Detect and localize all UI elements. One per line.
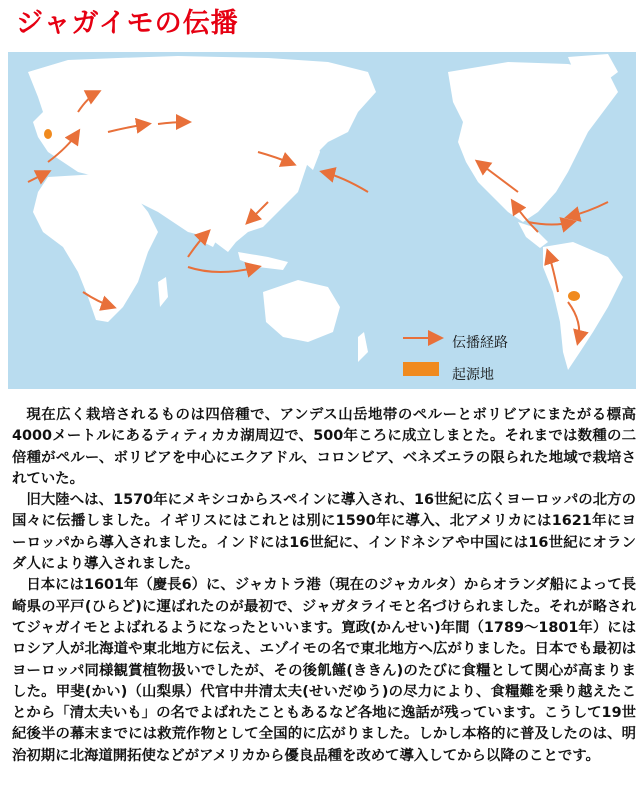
legend-origin-swatch bbox=[403, 362, 439, 376]
world-map bbox=[8, 52, 636, 389]
paragraph: 現在広く栽培されるものは四倍種で、アンデス山岳地帯のペルーとボリビアにまたがる標高4000メートルにあるティティカカ湖周辺で、500年ころに成立しまとた。それまでは数種の二倍種がペルー、ボリビアを中心にエクアドル、コロンビア、ベネズエラの限られた地域で栽培されていた。 bbox=[12, 407, 636, 487]
origin-region-europe bbox=[44, 129, 52, 139]
paragraph: 旧大陸へは、1570年にメキシコからスペインに導入され、16世紀に広くヨーロッパの北方の国々に伝播しました。イギリスにはこれとは別に1590年に導入、北アメリカには1621年にヨーロッパから導入されました。インドには16世紀に、インドネシアや中国には16世紀にオランダ人により導入されました。 bbox=[12, 492, 636, 573]
legend-origin-label: 起源地 bbox=[452, 367, 494, 383]
page-title: ジャガイモの伝播 bbox=[16, 8, 239, 39]
legend-route-label: 伝播経路 bbox=[452, 335, 508, 351]
body-text bbox=[12, 405, 636, 767]
paragraph: 日本には1601年（慶長6）に、ジャカトラ港（現在のジャカルタ）からオランダ船によって長崎県の平戸(ひらど)に運ばれたのが最初で、ジャガタライモと名づけられました。それが略されてジャガイモとよばれるようになったといいます。寛政(かんせい)年間（1789～1801年）にはロシア人が北海道や東北地方に伝え、エゾイモの名で東北地方へ広がりました。日本でも最初はヨーロッパ同様観賞植物扱いでしたが、その後飢饉(ききん)のたびに食糧として関心が高まりました。甲斐(かい)（山梨県）代官中井清太夫(せいだゆう)の尽力により、食糧難を乗り越えたことから「清太夫いも」の名でよばれたこともあるなど各地に逸話が残っています。こうして19世紀後半の幕末までには救荒作物として全国的に広がりました。しかし本格的に普及したのは、明治初期に北海道開拓使などがアメリカから優良品種を改めて導入してから以降のことです。 bbox=[12, 577, 636, 764]
origin-region-andes bbox=[568, 291, 580, 301]
